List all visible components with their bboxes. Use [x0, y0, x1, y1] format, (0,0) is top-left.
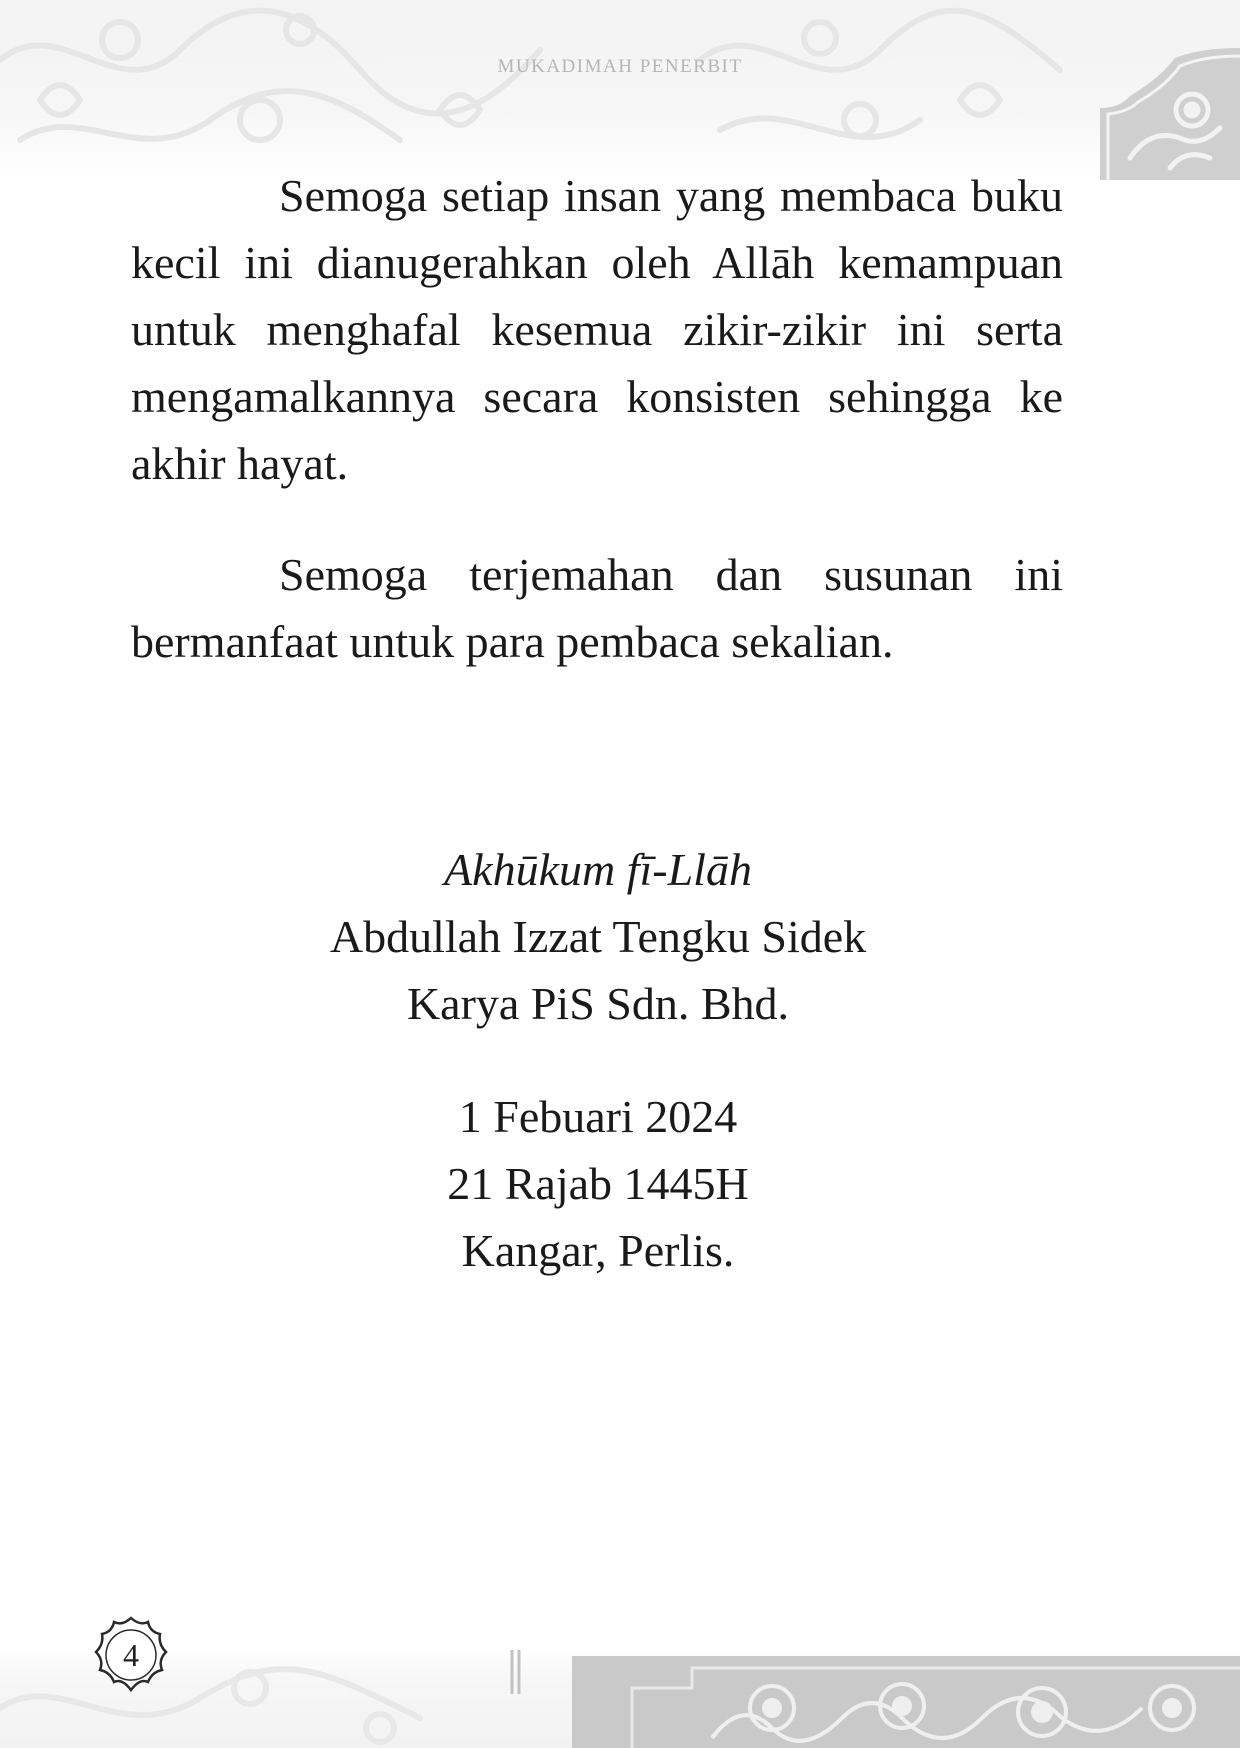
paragraph: Semoga terjemahan dan susunan ini bermanfaat untuk para pembaca sekalian. [131, 549, 1063, 667]
floral-corner-ornament-icon [1100, 48, 1240, 180]
top-ornament-band [0, 0, 1240, 180]
signature-name: Abdullah Izzat Tengku Sidek [329, 911, 867, 962]
signature-company: Karya PiS Sdn. Bhd. [406, 978, 790, 1029]
signature-date-hijri: 21 Rajab 1445H [447, 1158, 749, 1209]
arabesque-pattern-icon [0, 0, 1240, 180]
body-text [131, 162, 1063, 675]
signature-block [0, 836, 1196, 1284]
signature-date-gregorian: 1 Febuari 2024 [458, 1091, 738, 1142]
running-head: MUKADIMAH PENERBIT [497, 56, 743, 77]
paragraph: Semoga setiap insan yang membaca buku kecil ini dianugerahkan oleh Allāh kemampuan untuk menghafal kesemua zikir-zikir ini serta mengamalkannya secara konsisten sehingga ke akhir hayat. [131, 170, 1063, 489]
floral-border-ornament-icon [572, 1648, 1240, 1748]
page-number: 4 [123, 1636, 139, 1673]
signature-greeting: Akhūkum fī-Llāh [444, 844, 752, 895]
signature-place: Kangar, Perlis. [461, 1225, 735, 1276]
divider-mark-icon [508, 1650, 524, 1694]
